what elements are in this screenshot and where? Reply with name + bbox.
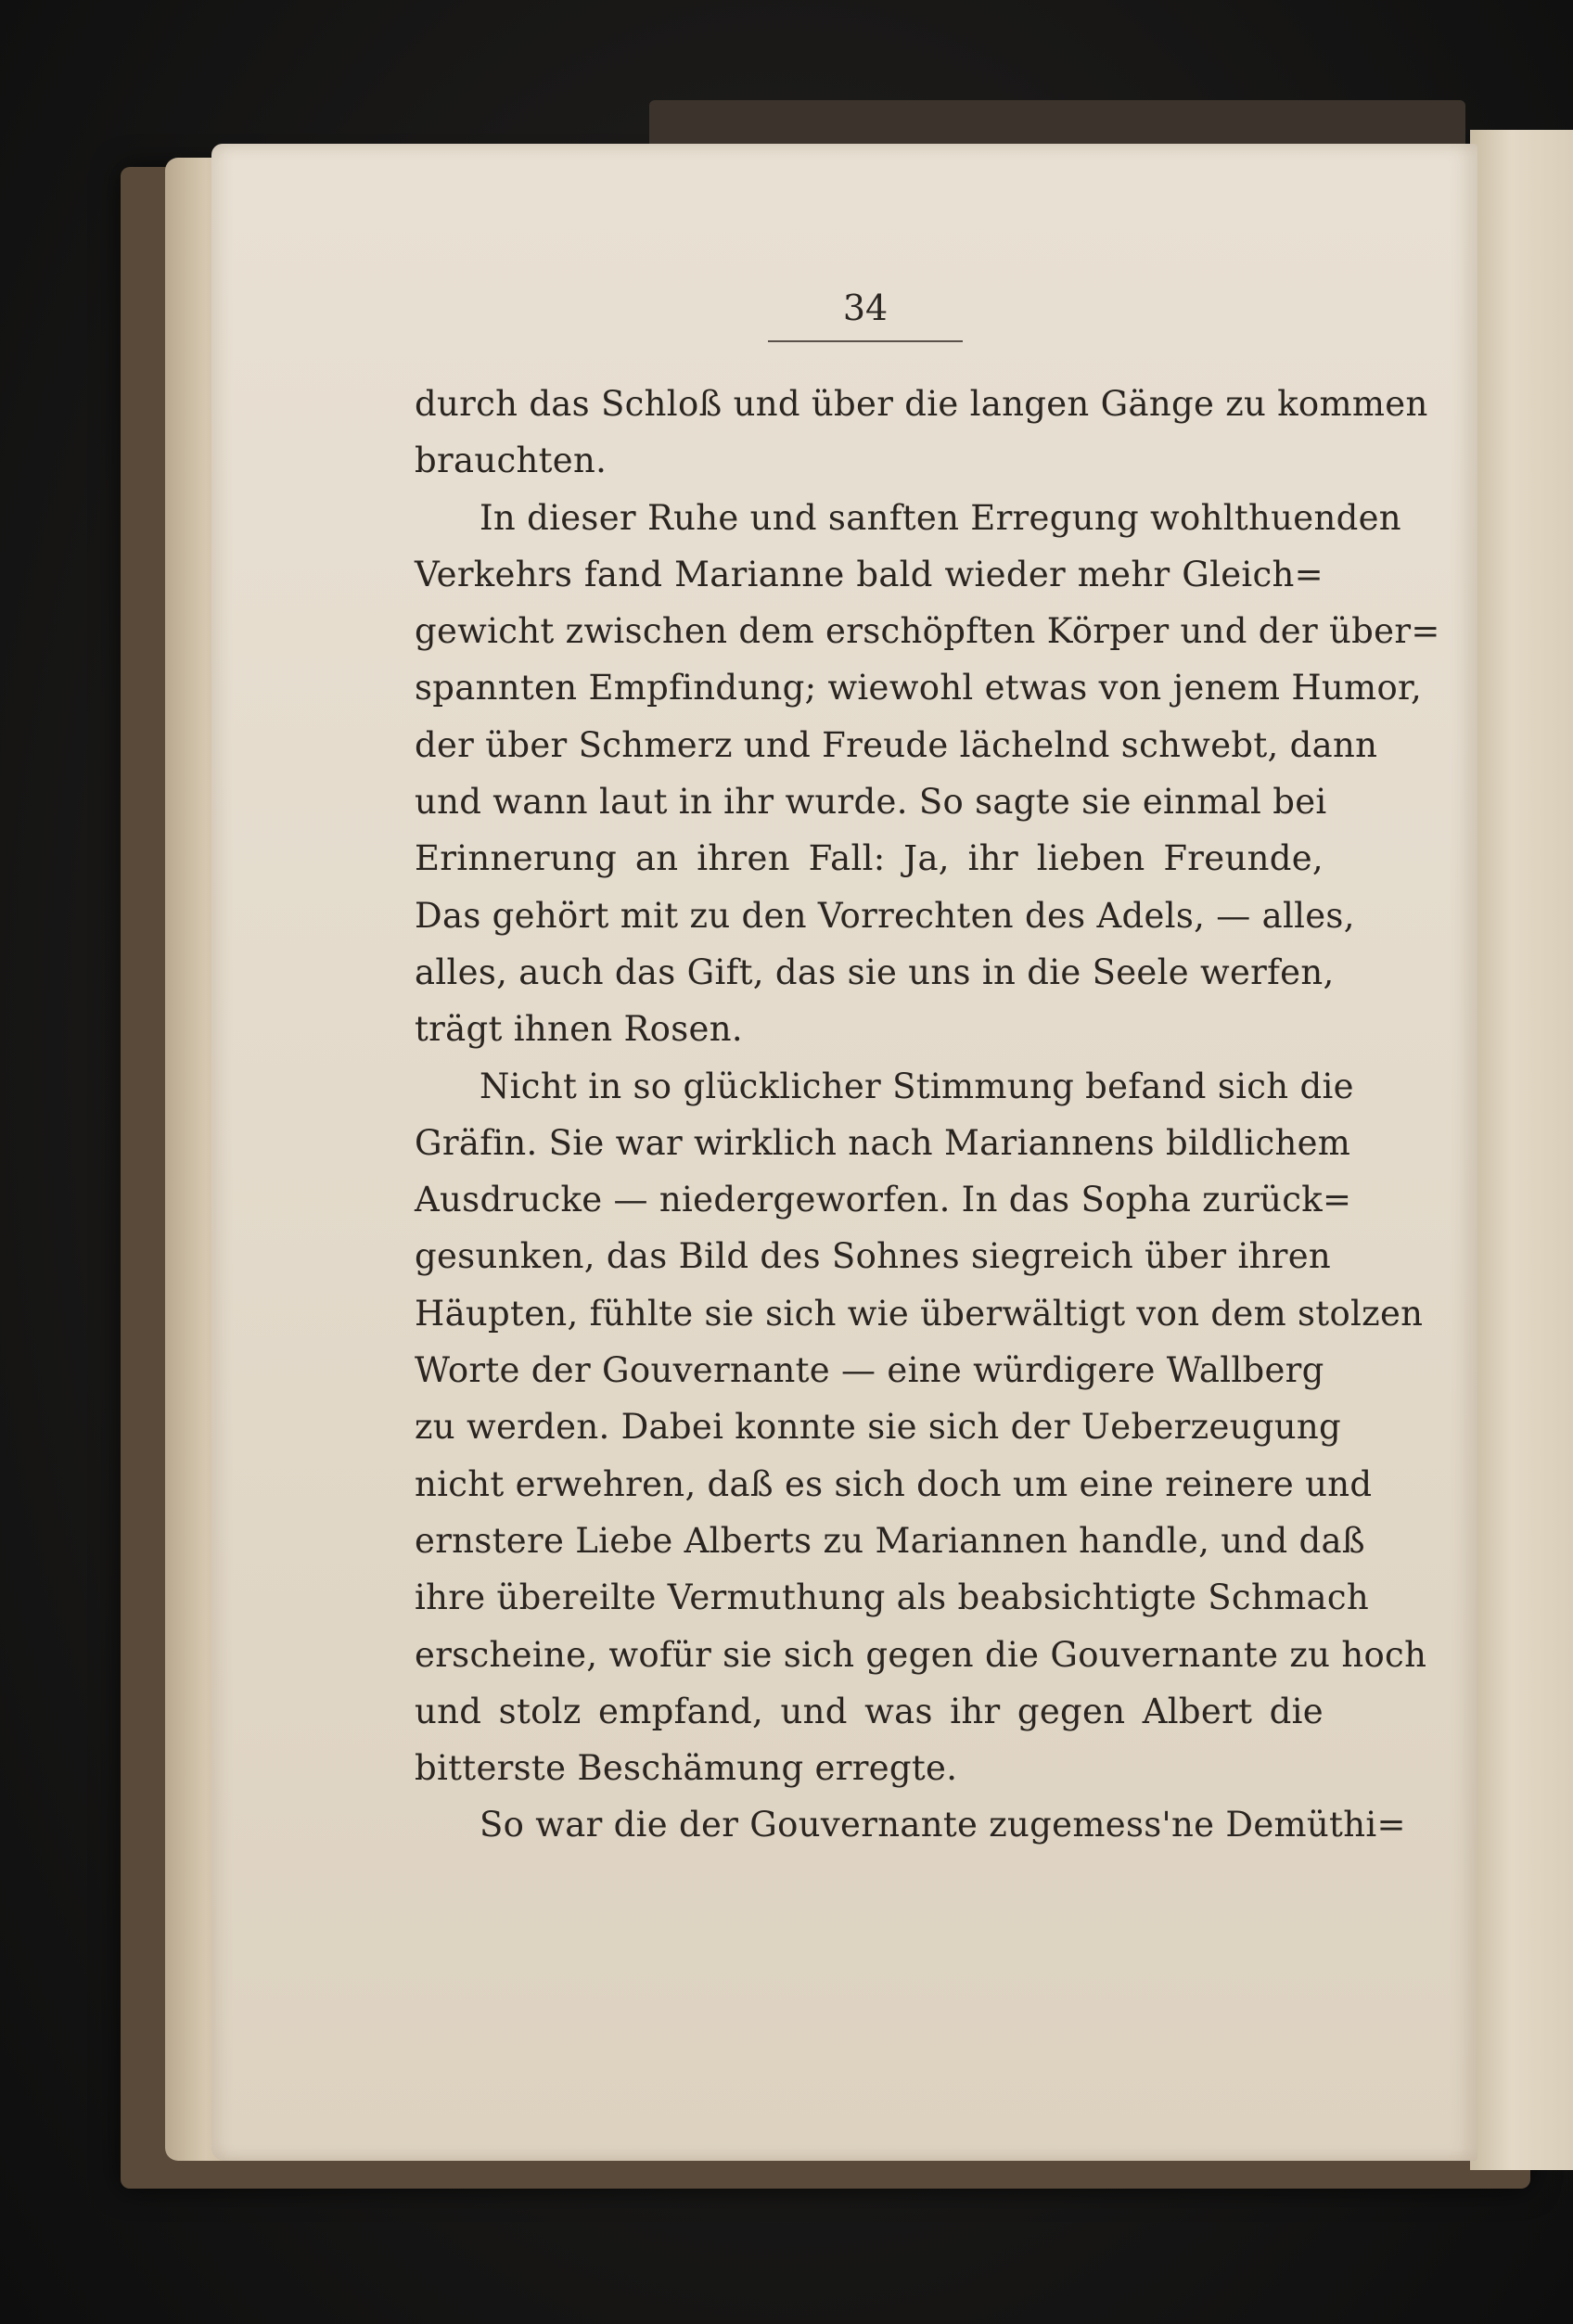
text-line: Worte der Gouvernante — eine würdigere Wallberg [415, 1350, 1324, 1391]
text-line: In dieser Ruhe und sanften Erregung wohlthuenden [480, 497, 1401, 538]
text-line: Verkehrs fand Marianne bald wieder mehr Gleich= [415, 554, 1324, 594]
text-line: durch das Schloß und über die langen Gänge zu kommen [415, 384, 1428, 424]
text-line: Nicht in so glücklicher Stimmung befand sich die [480, 1066, 1354, 1106]
text-line: Gräfin. Sie war wirklich nach Mariannens bildlichem [415, 1122, 1351, 1163]
text-line: bitterste Beschämung erregte. [415, 1748, 958, 1789]
text-line: nicht erwehren, daß es sich doch um eine reinere und [415, 1463, 1373, 1504]
body-text [415, 376, 1440, 1854]
right-page-edge [1470, 130, 1573, 2170]
text-line: ernstere Liebe Alberts zu Mariannen handle, und daß [415, 1520, 1365, 1561]
text-line: der über Schmerz und Freude lächelnd schwebt, dann [415, 724, 1378, 765]
text-line: Das gehört mit zu den Vorrechten des Adels, — alles, [415, 895, 1355, 936]
text-line: brauchten. [415, 441, 607, 481]
text-line: So war die der Gouvernante zugemess'ne Demüthi= [480, 1805, 1406, 1845]
text-line: Ausdrucke — niedergeworfen. In das Sopha zurück= [415, 1180, 1352, 1220]
text-line: gesunken, das Bild des Sohnes siegreich über ihren [415, 1236, 1332, 1277]
text-line: Erinnerung an ihren Fall: Ja, ihr lieben Freunde, [415, 838, 1324, 879]
page-number: 34 [842, 287, 889, 328]
header-rule [768, 340, 963, 342]
text-line: trägt ihnen Rosen. [415, 1009, 743, 1050]
text-line: spannten Empfindung; wiewohl etwas von jenem Humor, [415, 668, 1423, 709]
text-line: gewicht zwischen dem erschöpften Körper und der über= [415, 611, 1440, 652]
text-line: zu werden. Dabei konnte sie sich der Ueberzeugung [415, 1407, 1341, 1448]
text-line: ihre übereilte Vermuthung als beabsichtigte Schmach [415, 1577, 1369, 1618]
text-line: erscheine, wofür sie sich gegen die Gouvernante zu hoch [415, 1634, 1427, 1675]
text-line: alles, auch das Gift, das sie uns in die Seele werfen, [415, 951, 1335, 992]
text-line: und stolz empfand, und was ihr gegen Albert die [415, 1691, 1324, 1731]
text-line: und wann laut in ihr wurde. So sagte sie einmal bei [415, 782, 1327, 823]
text-line: Häupten, fühlte sie sich wie überwältigt von dem stolzen [415, 1293, 1424, 1334]
